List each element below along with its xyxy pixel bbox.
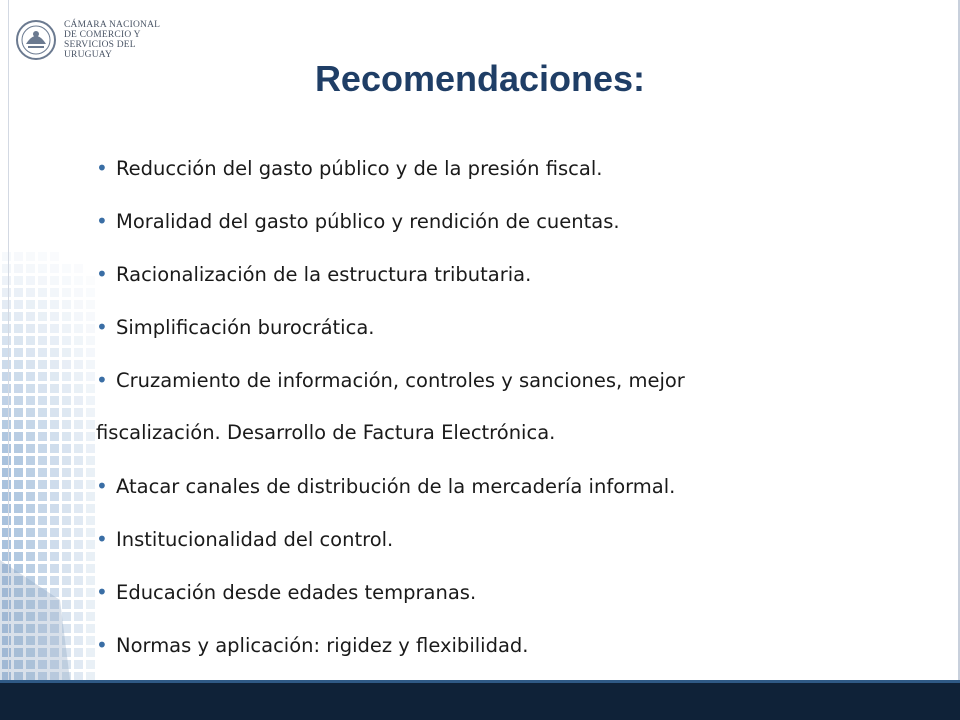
mosaic-tile: [74, 672, 83, 680]
mosaic-tile: [62, 612, 71, 621]
mosaic-tile: [14, 516, 23, 525]
mosaic-tile: [26, 552, 35, 561]
mosaic-tile: [38, 360, 47, 369]
mosaic-tile: [74, 336, 83, 345]
mosaic-tile: [62, 324, 71, 333]
bullet-text: Reducción del gasto público y de la presión fiscal.: [116, 157, 603, 180]
mosaic-tile: [62, 348, 71, 357]
mosaic-tile: [26, 348, 35, 357]
bullet-text: Cruzamiento de información, controles y sanciones, mejor: [116, 369, 685, 392]
mosaic-tile: [62, 444, 71, 453]
mosaic-tile: [2, 468, 11, 477]
bullet-item: [96, 156, 602, 180]
mosaic-tile: [38, 372, 47, 381]
mosaic-tile: [14, 552, 23, 561]
mosaic-tile: [2, 288, 11, 297]
mosaic-tile: [50, 420, 59, 429]
mosaic-tile: [74, 420, 83, 429]
logo-line: URUGUAY: [64, 50, 113, 60]
mosaic-tile: [62, 564, 71, 573]
mosaic-tile: [62, 456, 71, 465]
mosaic-tile: [50, 348, 59, 357]
mosaic-tile: [2, 360, 11, 369]
mosaic-tile: [74, 300, 83, 309]
slide-title: Recomendaciones:: [314, 58, 646, 99]
mosaic-tile: [26, 360, 35, 369]
mosaic-tile: [14, 384, 23, 393]
mosaic-tile: [2, 384, 11, 393]
mosaic-tile: [50, 276, 59, 285]
mosaic-tile: [86, 384, 95, 393]
mosaic-tile: [26, 528, 35, 537]
mosaic-tile: [86, 288, 95, 297]
mosaic-tile: [62, 480, 71, 489]
mosaic-tile: [26, 264, 35, 273]
mosaic-tile: [74, 324, 83, 333]
mosaic-tile: [26, 312, 35, 321]
mosaic-tile: [38, 444, 47, 453]
mosaic-tile: [38, 264, 47, 273]
mosaic-tile: [50, 444, 59, 453]
mosaic-tile: [62, 528, 71, 537]
mosaic-tile: [62, 384, 71, 393]
mosaic-tile: [62, 504, 71, 513]
mosaic-tile: [2, 420, 11, 429]
logo-line: CÁMARA NACIONAL: [64, 20, 161, 30]
mosaic-tile: [50, 384, 59, 393]
mosaic-tile: [86, 648, 95, 657]
mosaic-tile: [38, 288, 47, 297]
mosaic-tile: [50, 516, 59, 525]
mosaic-tile: [62, 576, 71, 585]
logo-line: SERVICIOS DEL: [64, 40, 136, 50]
bullet-item: [96, 580, 476, 604]
mosaic-tile: [2, 528, 11, 537]
mosaic-tile: [86, 564, 95, 573]
mosaic-tile: [86, 348, 95, 357]
mosaic-tile: [74, 576, 83, 585]
mosaic-tile: [26, 300, 35, 309]
bullet-text: Simplificación burocrática.: [116, 316, 375, 339]
mosaic-tile: [50, 564, 59, 573]
mosaic-tile: [62, 396, 71, 405]
mosaic-tile: [2, 336, 11, 345]
mosaic-tile: [14, 336, 23, 345]
mosaic-tile: [74, 288, 83, 297]
mosaic-tile: [86, 576, 95, 585]
mosaic-tile: [86, 444, 95, 453]
mosaic-tile: [14, 264, 23, 273]
mosaic-tile: [38, 432, 47, 441]
mosaic-tile: [62, 336, 71, 345]
mosaic-tile: [26, 420, 35, 429]
mosaic-tile: [50, 360, 59, 369]
bullet-text: Atacar canales de distribución de la mercadería informal.: [116, 475, 676, 498]
mosaic-tile: [26, 516, 35, 525]
mosaic-tile: [2, 456, 11, 465]
mosaic-tile: [86, 420, 95, 429]
mosaic-tile: [50, 288, 59, 297]
mosaic-tile: [86, 276, 95, 285]
mosaic-tile: [38, 516, 47, 525]
mosaic-tile: [2, 264, 11, 273]
mosaic-tile: [2, 504, 11, 513]
mosaic-tile: [2, 516, 11, 525]
mosaic-tile: [86, 528, 95, 537]
mosaic-tile: [2, 492, 11, 501]
mosaic-tile: [26, 456, 35, 465]
mosaic-tile: [2, 552, 11, 561]
mosaic-tile: [74, 648, 83, 657]
bullet-dot-icon: •: [96, 315, 108, 339]
mosaic-tile: [86, 612, 95, 621]
mosaic-tile: [14, 324, 23, 333]
mosaic-tile: [74, 624, 83, 633]
mosaic-tile: [14, 504, 23, 513]
mosaic-tile: [2, 312, 11, 321]
mosaic-tile: [50, 492, 59, 501]
mosaic-tile: [62, 552, 71, 561]
mosaic-tile: [14, 348, 23, 357]
bullet-item: [96, 209, 620, 233]
mosaic-tile: [38, 492, 47, 501]
mosaic-tile: [2, 348, 11, 357]
bullet-item: [96, 527, 393, 551]
mosaic-tile: [86, 636, 95, 645]
mosaic-tile: [38, 540, 47, 549]
bullet-text: Institucionalidad del control.: [116, 528, 394, 551]
mosaic-tile: [38, 252, 47, 261]
mosaic-tile: [2, 252, 11, 261]
mosaic-tile: [38, 480, 47, 489]
mosaic-tile: [62, 420, 71, 429]
mosaic-tile: [38, 468, 47, 477]
mosaic-tile: [50, 324, 59, 333]
mosaic-tile: [2, 396, 11, 405]
mosaic-tile: [86, 660, 95, 669]
mosaic-tile: [26, 288, 35, 297]
decorative-mosaic: [0, 0, 100, 680]
logo-line: DE COMERCIO Y: [64, 30, 141, 40]
mosaic-tile: [26, 480, 35, 489]
mosaic-tile: [26, 384, 35, 393]
mosaic-tile: [74, 408, 83, 417]
mosaic-tile: [86, 336, 95, 345]
mosaic-tile: [50, 252, 59, 261]
mosaic-tile: [26, 396, 35, 405]
mosaic-tile: [38, 456, 47, 465]
mosaic-tile: [74, 444, 83, 453]
mosaic-tile: [74, 600, 83, 609]
mosaic-tile: [14, 480, 23, 489]
mosaic-tile: [50, 408, 59, 417]
mosaic-tile: [2, 540, 11, 549]
mosaic-tile: [38, 552, 47, 561]
mosaic-tile: [86, 468, 95, 477]
mosaic-tile: [14, 396, 23, 405]
mosaic-tile: [38, 576, 47, 585]
bullet-text: fiscalización. Desarrollo de Factura Electrónica.: [96, 421, 556, 444]
mosaic-tile: [62, 468, 71, 477]
mosaic-tile: [74, 276, 83, 285]
mosaic-tile: [62, 360, 71, 369]
mosaic-tile: [50, 264, 59, 273]
mosaic-tile: [2, 408, 11, 417]
mosaic-tile: [62, 276, 71, 285]
mosaic-tile: [14, 540, 23, 549]
mosaic-tile: [14, 288, 23, 297]
mosaic-tile: [50, 504, 59, 513]
bullet-dot-icon: •: [96, 527, 108, 551]
bullet-dot-icon: •: [96, 209, 108, 233]
bullet-text: Educación desde edades tempranas.: [116, 581, 477, 604]
bullet-item: [96, 474, 675, 498]
mosaic-tile: [50, 312, 59, 321]
bullet-text: Racionalización de la estructura tributaria.: [116, 263, 532, 286]
left-border-line: [8, 0, 9, 690]
mosaic-tile: [50, 576, 59, 585]
mosaic-tile: [14, 432, 23, 441]
mosaic-tile: [62, 432, 71, 441]
mosaic-tile: [86, 552, 95, 561]
mosaic-tile: [74, 468, 83, 477]
mosaic-tile: [74, 480, 83, 489]
mosaic-tile: [86, 312, 95, 321]
bullet-item: [96, 368, 685, 392]
mosaic-tile: [62, 372, 71, 381]
mosaic-tile: [74, 384, 83, 393]
mosaic-tile: [26, 468, 35, 477]
mosaic-tile: [2, 444, 11, 453]
mosaic-tile: [26, 444, 35, 453]
mosaic-tile: [50, 552, 59, 561]
mosaic-tile: [74, 552, 83, 561]
mosaic-tile: [74, 264, 83, 273]
mosaic-tile: [38, 408, 47, 417]
mosaic-tile: [50, 480, 59, 489]
mosaic-tile: [14, 312, 23, 321]
mosaic-tile: [86, 516, 95, 525]
mosaic-tile: [26, 492, 35, 501]
mosaic-tile: [26, 252, 35, 261]
bullet-dot-icon: •: [96, 474, 108, 498]
mosaic-tile: [86, 396, 95, 405]
mosaic-tile: [86, 588, 95, 597]
mosaic-tile: [86, 432, 95, 441]
mosaic-tile: [50, 540, 59, 549]
bullet-item: [96, 262, 531, 286]
mosaic-tile: [14, 444, 23, 453]
mosaic-tile: [50, 300, 59, 309]
mosaic-tile: [74, 432, 83, 441]
mosaic-tile: [74, 360, 83, 369]
mosaic-tile: [74, 516, 83, 525]
mosaic-tile: [62, 288, 71, 297]
mosaic-tile: [74, 456, 83, 465]
mosaic-tile: [50, 396, 59, 405]
footer-bar: [0, 683, 960, 720]
mosaic-tile: [86, 672, 95, 680]
mosaic-tile: [26, 408, 35, 417]
mosaic-tile: [14, 372, 23, 381]
mosaic-tile: [74, 564, 83, 573]
mosaic-tile: [26, 504, 35, 513]
mosaic-tile: [86, 492, 95, 501]
mosaic-tile: [74, 396, 83, 405]
mosaic-tile: [86, 408, 95, 417]
mosaic-tile: [38, 300, 47, 309]
mosaic-tile: [74, 636, 83, 645]
mosaic-tile: [38, 420, 47, 429]
mosaic-tile: [86, 600, 95, 609]
mosaic-tile: [62, 588, 71, 597]
mosaic-tile: [26, 432, 35, 441]
mosaic-tile: [14, 252, 23, 261]
mosaic-tile: [86, 360, 95, 369]
mosaic-tile: [26, 336, 35, 345]
mosaic-tile: [62, 600, 71, 609]
mosaic-tile: [86, 300, 95, 309]
mosaic-tile: [86, 624, 95, 633]
mosaic-tile: [38, 384, 47, 393]
bullet-dot-icon: •: [96, 633, 108, 657]
mosaic-tile: [2, 432, 11, 441]
mosaic-tile: [14, 408, 23, 417]
mosaic-tile: [26, 276, 35, 285]
mosaic-tile: [62, 492, 71, 501]
mosaic-tile: [50, 372, 59, 381]
mosaic-tile: [50, 528, 59, 537]
mosaic-tile: [38, 396, 47, 405]
mosaic-tile: [74, 528, 83, 537]
mosaic-tile: [86, 504, 95, 513]
mosaic-tile: [14, 456, 23, 465]
mosaic-tile: [62, 516, 71, 525]
mosaic-tile: [86, 540, 95, 549]
mosaic-tile: [62, 540, 71, 549]
bullet-dot-icon: •: [96, 580, 108, 604]
mosaic-tile: [14, 492, 23, 501]
mosaic-tile: [74, 612, 83, 621]
mosaic-tile: [26, 372, 35, 381]
bullet-dot-icon: •: [96, 262, 108, 286]
mosaic-tile: [14, 300, 23, 309]
bullet-item: [96, 633, 528, 657]
mosaic-tile: [86, 480, 95, 489]
mosaic-tile: [38, 276, 47, 285]
mosaic-tile: [2, 276, 11, 285]
mosaic-tile: [38, 528, 47, 537]
mosaic-tile: [74, 372, 83, 381]
mosaic-tile: [38, 312, 47, 321]
mosaic-tile: [74, 504, 83, 513]
mosaic-tile: [50, 468, 59, 477]
mosaic-tile: [74, 348, 83, 357]
mosaic-tile: [14, 468, 23, 477]
mosaic-tile: [50, 456, 59, 465]
mosaic-tile: [50, 336, 59, 345]
bullet-text: Moralidad del gasto público y rendición de cuentas.: [116, 210, 620, 233]
mosaic-tile: [2, 300, 11, 309]
mosaic-tile: [74, 492, 83, 501]
mosaic-tile: [62, 300, 71, 309]
mosaic-tile: [2, 480, 11, 489]
mosaic-tile: [38, 324, 47, 333]
mosaic-tile: [14, 360, 23, 369]
mosaic-tile: [26, 564, 35, 573]
mosaic-tile: [86, 324, 95, 333]
mosaic-tile: [38, 504, 47, 513]
mosaic-tile: [14, 276, 23, 285]
mosaic-tile: [14, 528, 23, 537]
mosaic-tile: [86, 372, 95, 381]
mosaic-tile: [50, 432, 59, 441]
mosaic-tile: [62, 264, 71, 273]
mosaic-tile: [2, 324, 11, 333]
mosaic-tile: [38, 564, 47, 573]
mosaic-tile: [74, 312, 83, 321]
mosaic-tile: [2, 372, 11, 381]
bullet-dot-icon: •: [96, 368, 108, 392]
mosaic-tile: [38, 348, 47, 357]
bullet-text: Normas y aplicación: rigidez y flexibilidad.: [116, 634, 529, 657]
mosaic-tile: [74, 660, 83, 669]
bullet-dot-icon: •: [96, 156, 108, 180]
mosaic-tile: [74, 588, 83, 597]
mosaic-tile: [62, 312, 71, 321]
mosaic-tile: [62, 408, 71, 417]
mosaic-tile: [26, 324, 35, 333]
logo-text: [64, 20, 160, 60]
bullet-continuation: [96, 421, 555, 444]
mosaic-tile: [86, 456, 95, 465]
mosaic-tile: [26, 540, 35, 549]
mosaic-tile: [38, 336, 47, 345]
bullet-item: [96, 315, 374, 339]
mosaic-tile: [74, 540, 83, 549]
mosaic-tile: [14, 420, 23, 429]
